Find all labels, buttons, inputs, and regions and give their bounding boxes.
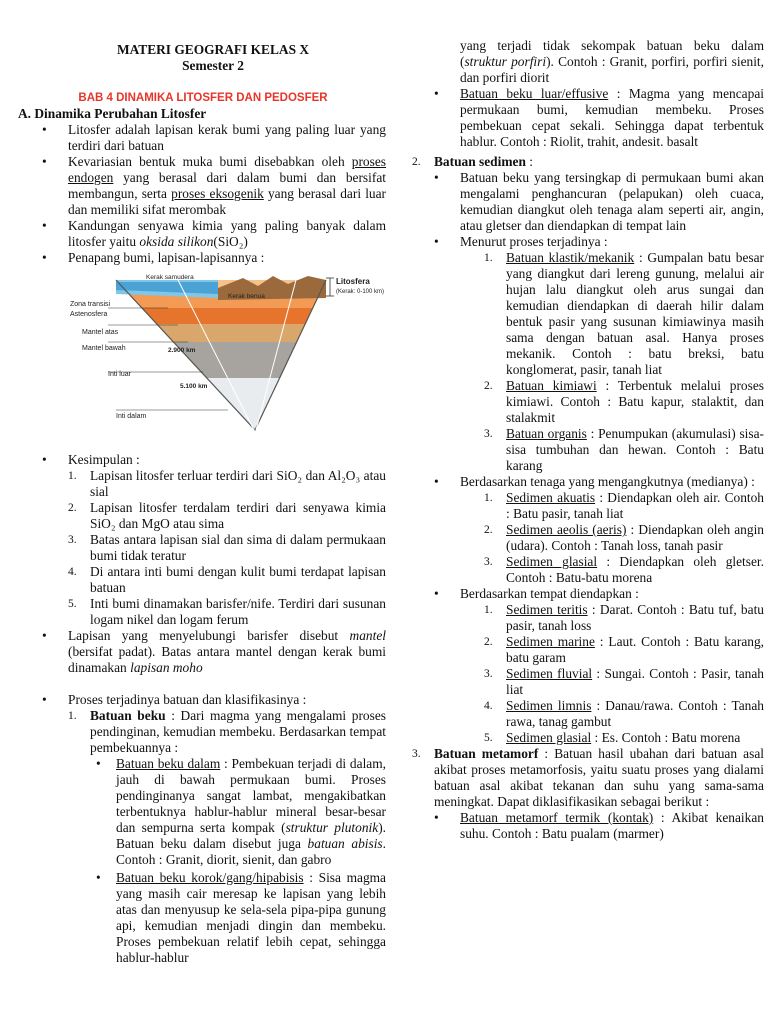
list-item: • Berdasarkan tenaga yang mengangkutnya (medianya) : 1. Sedimen akuatis : Diendapkan oleh air. Contoh : Batu pasir, tanah liat 2. Sedimen aeolis (aeris) : Diendapkan oleh angin (udara). Contoh : Tanah loss, tanah pasir 3. Sedimen glasial : Diendapkan oleh gletser. Contoh : Batu-batu morena — [432, 474, 764, 586]
label-kerak-samudera: Kerak samudera — [146, 274, 194, 281]
list-item: 4. Di antara inti bumi dengan kulit bumi terdapat lapisan batuan — [68, 564, 386, 595]
kesimpulan-list — [40, 452, 386, 468]
list-item: 2. Lapisan litosfer terdalam terdiri dari senyawa kimia SiO₂ dan MgO atau sima — [68, 500, 386, 531]
mantel-list — [40, 628, 386, 676]
sedimen-proses-list — [432, 250, 764, 474]
section-a-list — [40, 122, 386, 266]
list-item: 1. Sedimen teritis : Darat. Contoh : Batu tuf, batu pasir, tanah loss — [484, 602, 764, 633]
label-inti-dalam: Inti dalam — [116, 413, 147, 420]
earth-cross-section-diagram — [68, 270, 390, 438]
sedimen-list — [432, 170, 764, 746]
metamorf-list — [432, 810, 764, 842]
list-item: • Batuan metamorf termik (kontak) : Akibat kenaikan suhu. Contoh : Batu pualam (marmer) — [432, 810, 764, 842]
list-item: 2. Sedimen marine : Laut. Contoh : Batu karang, batu garam — [484, 634, 764, 665]
list-item: • Litosfer adalah lapisan kerak bumi yang paling luar yang terdiri dari batuan — [40, 122, 386, 154]
list-item: 2. Batuan sedimen : — [412, 154, 533, 169]
earth-layers-figure — [68, 270, 390, 438]
label-mantel-bawah: Mantel bawah — [82, 345, 126, 352]
page-title: MATERI GEOGRAFI KELAS X — [116, 42, 310, 57]
list-item: • Menurut proses terjadinya : 1. Batuan klastik/mekanik : Gumpalan batu besar yang diangkut dari lereng gunung, melalui air hujan lalu diangkut oleh arus sungai dan kemudian diendapkan di daerah hilir dalam bentuk pasir yang susunan kimiawinya masih sama dengan batuan asal. Hanya proses mekanik. Contoh : batu breksi, batu konglomerat, pasir, tanah liat 2. Batuan kimiawi : Terbentuk melalui proses kimiawi. Contoh : Batu kapur, stalaktit, dan stalakmit 3. Batuan organis : Penumpukan (akumulasi) sisa-sisa tumbuhan dan hewan. Contoh : Batu karang — [432, 234, 764, 474]
kesimpulan-numbered — [40, 468, 386, 628]
label-mantel-atas: Mantel atas — [82, 329, 119, 336]
right-column — [412, 0, 764, 842]
korok-continuation — [412, 38, 764, 86]
list-item: • Batuan beku yang tersingkap di permukaan bumi akan mengalami penghancuran (pelapukan) oleh cuaca, kemudian diangkut oleh tenaga alam seperti air, angin, atau gletser dan diendapkan di tempat lain — [432, 170, 764, 234]
label-inti-luar: Inti luar — [108, 371, 131, 378]
label-kerak-benua: Kerak benua — [228, 293, 265, 300]
label-depth-2900: 2.900 km — [168, 347, 196, 354]
list-item: • Lapisan yang menyelubungi barisfer disebut mantel (bersifat padat). Batas antara mantel dengan kerak bumi dinamakan lapisan moho — [40, 628, 386, 676]
list-item: 3. Batas antara lapisan sial dan sima di dalam permukaan bumi tidak teratur — [68, 532, 386, 563]
metamorf-numbered — [412, 746, 764, 810]
list-item: 1. Sedimen akuatis : Diendapkan oleh air. Contoh : Batu pasir, tanah liat — [484, 490, 765, 521]
list-item: 4. Sedimen limnis : Danau/rawa. Contoh : Tanah rawa, tanag gambut — [484, 698, 764, 729]
list-item: 3. Batuan metamorf : Batuan hasil ubahan dari batuan asal akibat proses metamorfosis, yaitu suatu proses yang dialami batuan asal akibat tekanan dan suhu yang sama-sama meningkat. Dapat diklasifikasikan sebagai berikut : — [412, 746, 765, 809]
sedimen-numbered — [412, 154, 764, 170]
sedimen-tempat-list — [432, 602, 764, 746]
label-litosfera: Litosfera — [336, 277, 370, 286]
struktur-porfiri-text: struktur porfiri — [464, 54, 547, 69]
label-depth-5100: 5.100 km — [180, 383, 208, 390]
chapter-title: BAB 4 DINAMIKA LITOSFER DAN PEDOSFER — [78, 92, 328, 104]
list-item: • Kandungan senyawa kimia yang paling banyak dalam litosfer yaitu oksida silikon(SiO₂) — [40, 218, 386, 250]
semester-label: Semester 2 — [182, 58, 244, 73]
list-item: 5. Sedimen glasial : Es. Contoh : Batu morena — [484, 730, 741, 745]
proses-numbered — [40, 708, 386, 966]
sedimen-media-list — [432, 490, 764, 586]
section-a-heading: A. Dinamika Perubahan Litosfer — [18, 106, 207, 121]
list-item: • Kevariasian bentuk muka bumi disebabkan oleh proses endogen yang berasal dari dalam bumi dan bersifat membangun, serta proses eksogenik yang berasal dari luar dan memiliki sifat merombak — [40, 154, 386, 218]
label-zona-transisi: Zona transisi — [70, 301, 111, 308]
label-astenosfera: Astenosfera — [70, 311, 108, 318]
list-item: • Berdasarkan tempat diendapkan : 1. Sedimen teritis : Darat. Contoh : Batu tuf, batu pasir, tanah loss 2. Sedimen marine : Laut. Contoh : Batu karang, batu garam 3. Sedimen fluvial : Sungai. Contoh : Pasir, tanah liat 4. Sedimen limnis : Danau/rawa. Contoh : Tanah rawa, tanag gambut 5. Sedimen glasial : Es. Contoh : Batu morena — [432, 586, 764, 746]
list-item: 3. Batuan organis : Penumpukan (akumulasi) sisa-sisa tumbuhan dan hewan. Contoh : Batu karang — [484, 426, 764, 473]
list-item: • Proses terjadinya batuan dan klasifikasinya : — [40, 692, 386, 708]
luar-list — [432, 86, 764, 150]
list-item: 3. Sedimen glasial : Diendapkan oleh gletser. Contoh : Batu-batu morena — [484, 554, 764, 585]
list-item: 1. Batuan beku : Dari magma yang mengalami proses pendinginan, kemudian membeku. Berdasarkan tempat pembekuannya : • Batuan beku dalam : Pembekuan terjadi di dalam, jauh di bawah permukaan bumi. Proses pendinginanya sangat lambat, mengakibatkan terbentuknya hablur-hablur mineral besar-besar dan sempurna serta kompak (struktur plutonik). Batuan beku dalam disebut juga batuan abisis. Contoh : Granit, diorit, sienit, dan gabro • Batuan beku korok/gang/hipabisis : Sisa magma yang masih cair meresap ke lapisan yang lebih atas dan menyusup ke sela-sela pipa-pipa gunung api, kemudian menjadi dingin dan membeku. Proses pembekuan relatif lebih cepat, sehingga hablur-hablur — [40, 708, 386, 966]
list-item: 5. Inti bumi dinamakan barisfer/nife. Terdiri dari susunan logam nikel dan logam ferum — [68, 596, 386, 627]
list-item: 2. Batuan kimiawi : Terbentuk melalui proses kimiawi. Contoh : Batu kapur, stalaktit, dan stalakmit — [484, 378, 764, 425]
list-item: 3. Sedimen fluvial : Sungai. Contoh : Pasir, tanah liat — [484, 666, 764, 697]
list-item: • Batuan beku dalam : Pembekuan terjadi di dalam, jauh di bawah permukaan bumi. Proses pendinginanya sangat lambat, mengakibatkan terbentuknya hablur-hablur mineral besar-besar dan sempurna serta kompak (struktur plutonik). Batuan beku dalam disebut juga batuan abisis. Contoh : Granit, diorit, sienit, dan gabro — [90, 756, 386, 868]
list-item: • Batuan beku luar/effusive : Magma yang mencapai permukaan bumi, kemudian membeku. Proses pembekuan cepat sekali. Sehingga dapat terbentuk hablur. Contoh : Riolit, trahit, andesit. basalt — [432, 86, 764, 150]
list-item: 1. Batuan klastik/mekanik : Gumpalan batu besar yang diangkut dari lereng gunung, melalui air hujan lalu diangkut oleh arus sungai dan kemudian diendapkan di daerah hilir dalam bentuk pasir yang susunan kimiawinya masih sama dengan batuan asal. Hanya proses mekanik. Contoh : batu breksi, batu konglomerat, pasir, tanah liat — [484, 250, 765, 377]
label-litosfera-range: (Kerak: 0-100 km) — [336, 289, 385, 295]
proses-list — [40, 692, 386, 708]
list-item: • Penapang bumi, lapisan-lapisannya : — [40, 250, 386, 266]
korok-continuation-text: yang terjadi tidak sekompak batuan beku dalam (struktur porfiri). Contoh : Granit, porfiri, porfiri sienit, dan porfiri diorit — [460, 38, 765, 85]
list-item: 2. Sedimen aeolis (aeris) : Diendapkan oleh angin (udara). Contoh : Tanah loss, tanah pasir — [484, 522, 764, 553]
list-item: • Batuan beku korok/gang/hipabisis : Sisa magma yang masih cair meresap ke lapisan yang lebih atas dan menyusup ke sela-sela pipa-pipa gunung api, kemudian menjadi dingin dan membeku. Proses pembekuan relatif lebih cepat, sehingga hablur-hablur — [90, 870, 386, 966]
beku-sublist — [90, 756, 386, 966]
list-item: • Kesimpulan : — [40, 452, 386, 468]
list-item: 1. Lapisan litosfer terluar terdiri dari SiO₂ dan Al₂O₃ atau sial — [68, 468, 386, 499]
left-column — [18, 0, 387, 966]
